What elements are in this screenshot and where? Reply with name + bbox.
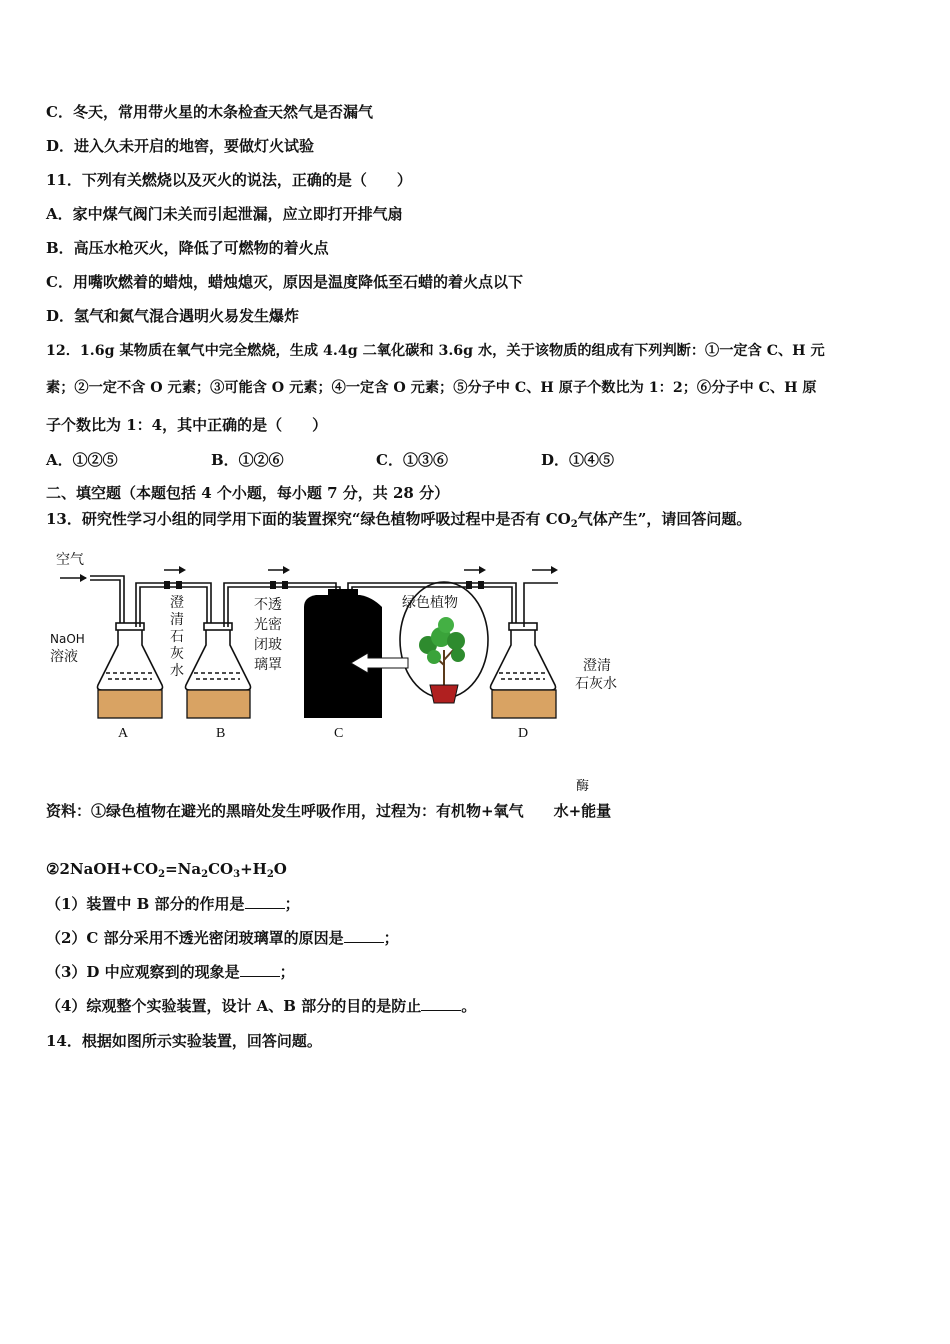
label-opaque-1: 不透 (254, 597, 282, 613)
q10-option-d: D．进入久未开启的地窖，要做灯火试验 (46, 137, 315, 155)
answer-blank[interactable] (240, 962, 280, 977)
label-opaque-4: 璃罩 (254, 657, 282, 673)
label-limewater-b-4: 灰 (170, 646, 184, 662)
label-limewater-b-1: 澄 (170, 595, 184, 611)
answer-blank[interactable] (421, 996, 461, 1011)
label-limewater-b-5: 水 (170, 663, 184, 679)
label-b: B (216, 726, 226, 741)
q12-option-b: B．①②⑥ (211, 451, 284, 469)
wooden-stand-d (492, 690, 556, 718)
label-naoh-solution: 溶液 (50, 649, 78, 665)
wooden-stand-b (187, 690, 250, 718)
enzyme-label: 酶 (576, 779, 590, 794)
q13-sub3: （3）D 中应观察到的现象是 ； (46, 963, 295, 981)
label-air: 空气 (56, 552, 84, 568)
experiment-apparatus-figure (46, 545, 566, 755)
label-opaque-2: 光密 (254, 617, 282, 633)
q11-option-a: A．家中煤气阀门未关而引起泄漏，应立即打开排气扇 (46, 205, 403, 223)
label-limewater-d-line1: 澄清 (583, 658, 611, 674)
opaque-black-jar-c (304, 595, 382, 718)
label-c: C (334, 726, 344, 741)
tube-clamp (270, 581, 276, 589)
q14-stem: 14．根据如图所示实验装置，回答问题。 (46, 1032, 322, 1050)
flask-d (491, 627, 556, 690)
label-limewater-b-3: 石 (170, 629, 184, 645)
label-limewater-b-2: 清 (170, 612, 184, 628)
tube-clamp (282, 581, 288, 589)
tube-clamp (466, 581, 472, 589)
reference-1: 资料：①绿色植物在避光的黑暗处发生呼吸作用，过程为：有机物+氧气 水+能量 (46, 802, 612, 820)
q13-sub4: （4）综观整个实验装置，设计 A、B 部分的目的是防止 。 (46, 997, 477, 1015)
q13-sub2: （2）C 部分采用不透光密闭玻璃罩的原因是 ； (46, 929, 399, 947)
q13-sub1: （1）装置中 B 部分的作用是 ； (46, 895, 300, 913)
q12-stem-line2: 素；②一定不含 O 元素；③可能含 O 元素；④一定含 O 元素；⑤分子中 C、H 原子个数比为 1：2；⑥分子中 C、H 原 (46, 380, 817, 396)
wooden-stand-a (98, 690, 162, 718)
q12-option-a: A．①②⑤ (46, 451, 118, 469)
q11-option-c: C．用嘴吹燃着的蜡烛，蜡烛熄灭，原因是温度降低至石蜡的着火点以下 (46, 273, 523, 291)
flask-b (186, 627, 251, 690)
label-a: A (118, 726, 129, 741)
flask-a (98, 627, 163, 690)
section-heading: 二、填空题（本题包括 4 个小题，每小题 7 分，共 28 分） (46, 484, 450, 502)
q12-stem-line3: 子个数比为 1：4，其中正确的是（ ） (46, 416, 328, 434)
q12-option-d: D．①④⑤ (541, 451, 615, 469)
label-green-plant: 绿色植物 (402, 595, 458, 611)
answer-blank[interactable] (245, 894, 285, 909)
tube-clamp (478, 581, 484, 589)
tube-clamp (176, 581, 182, 589)
potted-plant (419, 617, 465, 703)
q10-option-c: C．冬天，常用带火星的木条检查天然气是否漏气 (46, 103, 373, 121)
q12-stem-line1: 12．1.6g 某物质在氧气中完全燃烧，生成 4.4g 二氧化碳和 3.6g 水，关于该物质的组成有下列判断：①一定含 C、H 元 (46, 343, 825, 359)
reference-2-equation: $②2NaOH+CO_2=Na_2CO_3+H_2O$ (46, 860, 287, 880)
q12-option-c: C．①③⑥ (376, 451, 448, 469)
label-limewater-d-line2: 石灰水 (575, 676, 617, 692)
answer-blank[interactable] (344, 928, 384, 943)
label-opaque-3: 闭玻 (254, 637, 282, 653)
q11-option-d: D．氢气和氮气混合遇明火易发生爆炸 (46, 307, 300, 325)
label-naoh: NaOH (50, 632, 85, 646)
q11-option-b: B．高压水枪灭火，降低了可燃物的着火点 (46, 239, 329, 257)
tube-clamp (164, 581, 170, 589)
q11-stem: 11．下列有关燃烧以及灭火的说法，正确的是（ ） (46, 171, 412, 189)
label-d: D (518, 726, 529, 741)
q13-stem: 13．研究性学习小组的同学用下面的装置探究“绿色植物呼吸过程中是否有 $CO_2$气体产生”，请回答问题。 (46, 510, 752, 530)
